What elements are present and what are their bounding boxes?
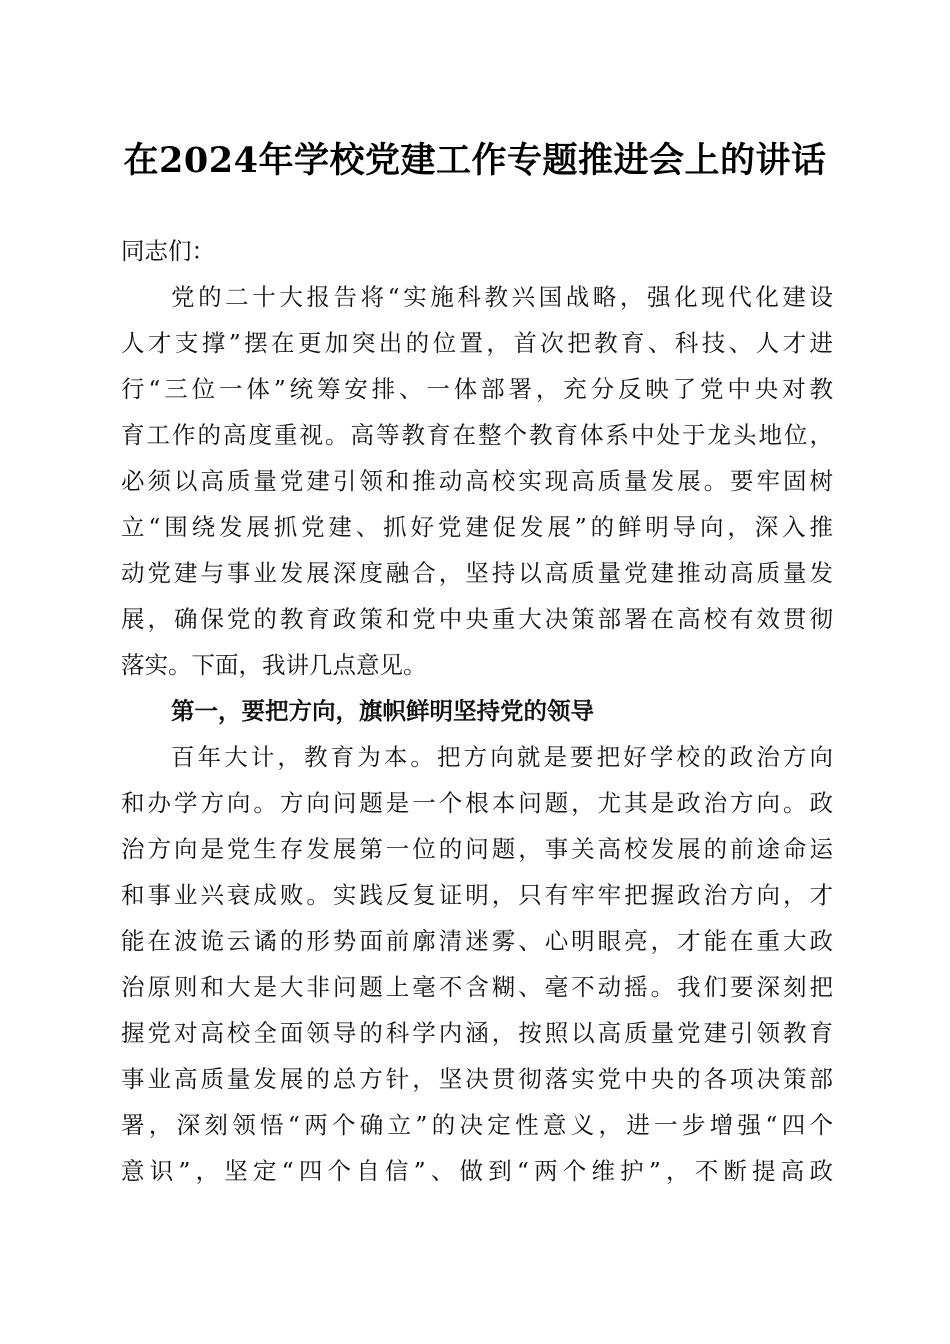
paragraph-line: 事业高质量发展的总方针，坚决贯彻落实党中央的各项决策部	[121, 1065, 833, 1093]
paragraph-line: 百年大计，教育为本。把方向就是要把好学校的政治方向	[171, 743, 833, 771]
paragraph-line: 治原则和大是大非问题上毫不含糊、毫不动摇。我们要深刻把	[121, 973, 833, 1001]
paragraph-line: 动党建与事业发展深度融合，坚持以高质量党建推动高质量发	[121, 559, 833, 587]
paragraph-line: 育工作的高度重视。高等教育在整个教育体系中处于龙头地位，	[121, 421, 833, 449]
section-heading: 第一，要把方向，旗帜鲜明坚持党的领导	[171, 697, 594, 725]
section-paragraph	[121, 734, 833, 1194]
paragraph-line: 治方向是党生存发展第一位的问题，事关高校发展的前途命运	[121, 835, 833, 863]
paragraph-line: 必须以高质量党建引领和推动高校实现高质量发展。要牢固树	[121, 467, 833, 495]
paragraph-line: 行“三位一体”统筹安排、一体部署，充分反映了党中央对教	[121, 375, 833, 403]
salutation: 同志们：	[121, 237, 215, 265]
paragraph-line: 能在波诡云谲的形势面前廓清迷雾、心明眼亮，才能在重大政	[121, 927, 833, 955]
intro-paragraph	[121, 274, 833, 688]
paragraph-line: 意识”，坚定“四个自信”、做到“两个维护”，不断提高政	[121, 1157, 833, 1185]
paragraph-line: 落实。下面，我讲几点意见。	[121, 651, 427, 679]
paragraph-line: 和办学方向。方向问题是一个根本问题，尤其是政治方向。政	[121, 789, 833, 817]
paragraph-line: 展，确保党的教育政策和党中央重大决策部署在高校有效贯彻	[121, 605, 833, 633]
document-title: 在2024年学校党建工作专题推进会上的讲话	[123, 140, 827, 181]
paragraph-line: 和事业兴衰成败。实践反复证明，只有牢牢把握政治方向，才	[121, 881, 833, 909]
paragraph-line: 署，深刻领悟“两个确立”的决定性意义，进一步增强“四个	[121, 1111, 833, 1139]
paragraph-line: 握党对高校全面领导的科学内涵，按照以高质量党建引领教育	[121, 1019, 833, 1047]
paragraph-line: 立“围绕发展抓党建、抓好党建促发展”的鲜明导向，深入推	[121, 513, 833, 541]
paragraph-line: 党的二十大报告将“实施科教兴国战略，强化现代化建设	[171, 283, 833, 311]
document-body	[121, 228, 833, 1194]
paragraph-line: 人才支撑”摆在更加突出的位置，首次把教育、科技、人才进	[121, 329, 833, 357]
